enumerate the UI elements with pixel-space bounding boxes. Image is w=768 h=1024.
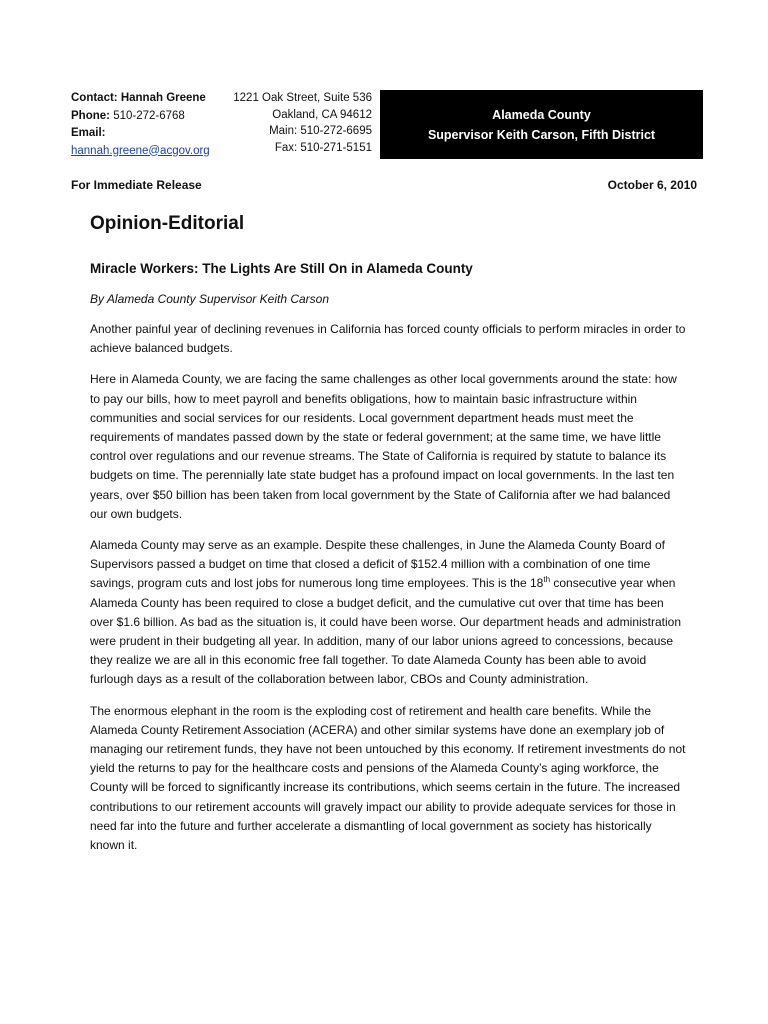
contact-name: Contact: Hannah Greene — [71, 92, 206, 104]
ordinal-suffix: th — [543, 575, 551, 585]
article-title: Miracle Workers: The Lights Are Still On in Alameda County — [90, 261, 473, 276]
address-block — [232, 90, 372, 156]
fax-number: Fax: 510-271-5151 — [274, 141, 372, 154]
main-phone: Main: 510-272-6695 — [269, 125, 372, 137]
banner-supervisor: Supervisor Keith Carson, Fifth District — [427, 127, 656, 142]
article-body — [90, 320, 688, 867]
paragraph-1: Another painful year of declining revenues in California has forced county officials to perform miracles in order to achieve balanced budgets. — [90, 322, 686, 356]
phone-value: 510-272-6768 — [113, 109, 185, 122]
paragraph-3 — [90, 536, 688, 690]
contact-block — [71, 90, 231, 160]
byline: By Alameda County Supervisor Keith Carson — [90, 292, 330, 306]
document-heading: Opinion-Editorial — [90, 213, 245, 234]
email-label: Email: — [71, 127, 106, 139]
phone-label: Phone: — [71, 109, 110, 122]
address-city: Oakland, CA 94612 — [272, 108, 372, 121]
paragraph-2: Here in Alameda County, we are facing the same challenges as other local governments around the state: how to pay our bills, how to meet payroll and benefits obligations, how to maintain basic infrastructure within communities and social services for our residents. Local government department heads must meet the requirements of mandates passed down by the state or federal government; at the same time, we have little control over regulations and our revenue streams. The State of California is required by statute to balance its budgets on time. The perennially late state budget has a profound impact on local governments. In the last ten years, over $50 billion has been taken from local government by the State of California after we had balanced our own budgets. — [90, 372, 677, 521]
release-label: For Immediate Release — [71, 178, 202, 192]
email-link[interactable]: hannah.greene@acgov.org — [71, 144, 210, 157]
paragraph-3-part-1: Alameda County may serve as an example. Despite these challenges, in June the Alameda County Board of Supervisors passed a budget on time that closed a deficit of $152.4 million with a combination of one time savings, program cuts and lost jobs for numerous long time employees. This is the 18 — [90, 538, 665, 591]
address-street: 1221 Oak Street, Suite 536 — [233, 92, 372, 104]
banner-county: Alameda County — [492, 107, 591, 122]
paragraph-4: The enormous elephant in the room is the exploding cost of retirement and health care benefits. While the Alameda County Retirement Association (ACERA) and other similar systems have done an exemplary job of managing our retirement funds, they have not been untouched by this economy. If retirement investments do not yield the returns to pay for the healthcare costs and pensions of the Alameda County’s aging workforce, the County will be forced to significantly increase its contributions, which seems certain in the future. The increased contributions to our retirement accounts will gravely impact our ability to provide adequate services for those in need far into the future and further accelerate a dismantling of local government as society has historically known it. — [90, 703, 686, 853]
county-banner — [380, 90, 703, 159]
contact-phone — [71, 108, 231, 126]
release-date: October 6, 2010 — [607, 178, 697, 192]
paragraph-3-part-2: consecutive year when Alameda County has been required to close a budget deficit, and the cumulative cut over that time has been over $1.6 billion. As bad as the situation is, it could have been worse. Our department heads and administration were prudent in their budgeting all year. In addition, many of our labor unions agreed to concessions, because they realize we are all in this economic free fall together. To date Alameda County has been able to avoid furlough days as a result of the collaboration between labor, CBOs and County administration. — [90, 576, 682, 687]
